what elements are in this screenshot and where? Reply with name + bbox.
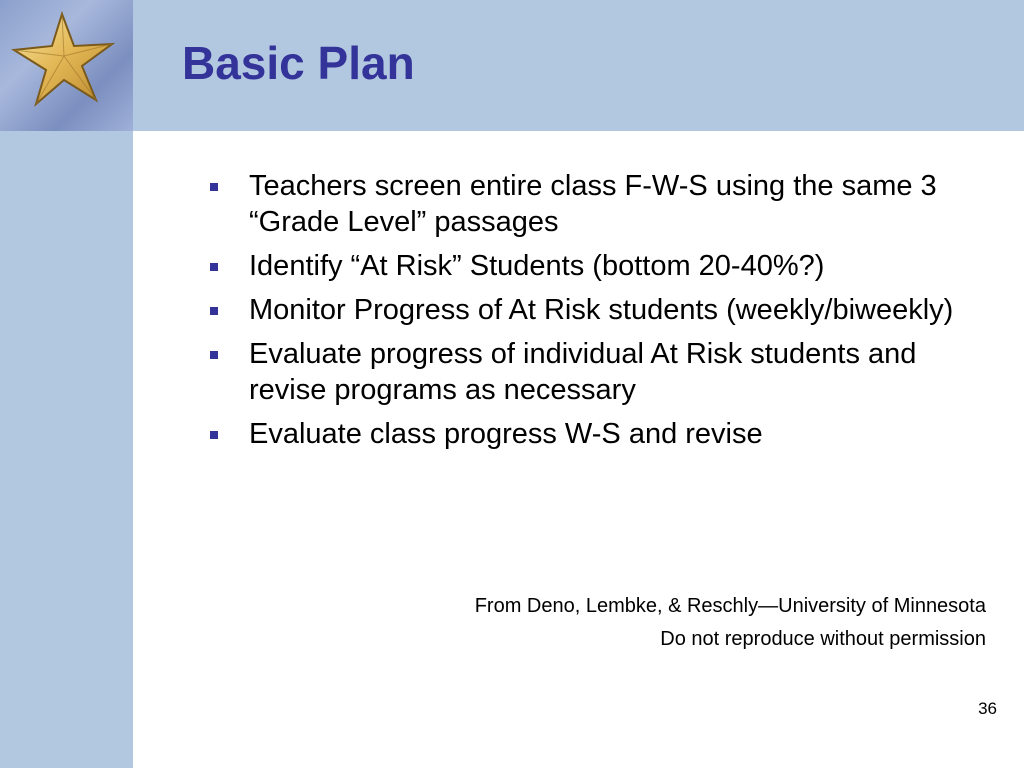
- source-line: From Deno, Lembke, & Reschly—University of Minnesota: [474, 595, 986, 617]
- bullet-text: Identify “At Risk” Students (bottom 20-40%?): [249, 250, 825, 282]
- bullet-item: [210, 292, 1000, 328]
- bullet-marker-icon: [210, 183, 218, 191]
- bullet-text: Monitor Progress of At Risk students (weekly/biweekly): [249, 294, 954, 326]
- bullet-item: [210, 248, 1000, 284]
- source-citation: [475, 590, 986, 656]
- bullet-marker-icon: [210, 307, 218, 315]
- bullet-item: [210, 168, 1000, 240]
- star-icon: [0, 0, 133, 131]
- bullet-marker-icon: [210, 351, 218, 359]
- slide-title: Basic Plan: [182, 37, 415, 89]
- bullet-marker-icon: [210, 431, 218, 439]
- bullet-text: Evaluate progress of individual At Risk students and revise programs as necessary: [249, 338, 917, 406]
- bullet-item: [210, 336, 1000, 408]
- bullet-item: [210, 416, 1000, 452]
- bullet-text: Evaluate class progress W-S and revise: [249, 418, 763, 450]
- bullet-marker-icon: [210, 263, 218, 271]
- header-band: [0, 0, 1024, 131]
- page-number: 36: [978, 699, 997, 718]
- permission-line: Do not reproduce without permission: [660, 628, 986, 650]
- logo: [0, 0, 133, 131]
- bullet-text: Teachers screen entire class F-W-S using the same 3 “Grade Level” passages: [249, 170, 937, 238]
- bullet-list: [210, 168, 1000, 460]
